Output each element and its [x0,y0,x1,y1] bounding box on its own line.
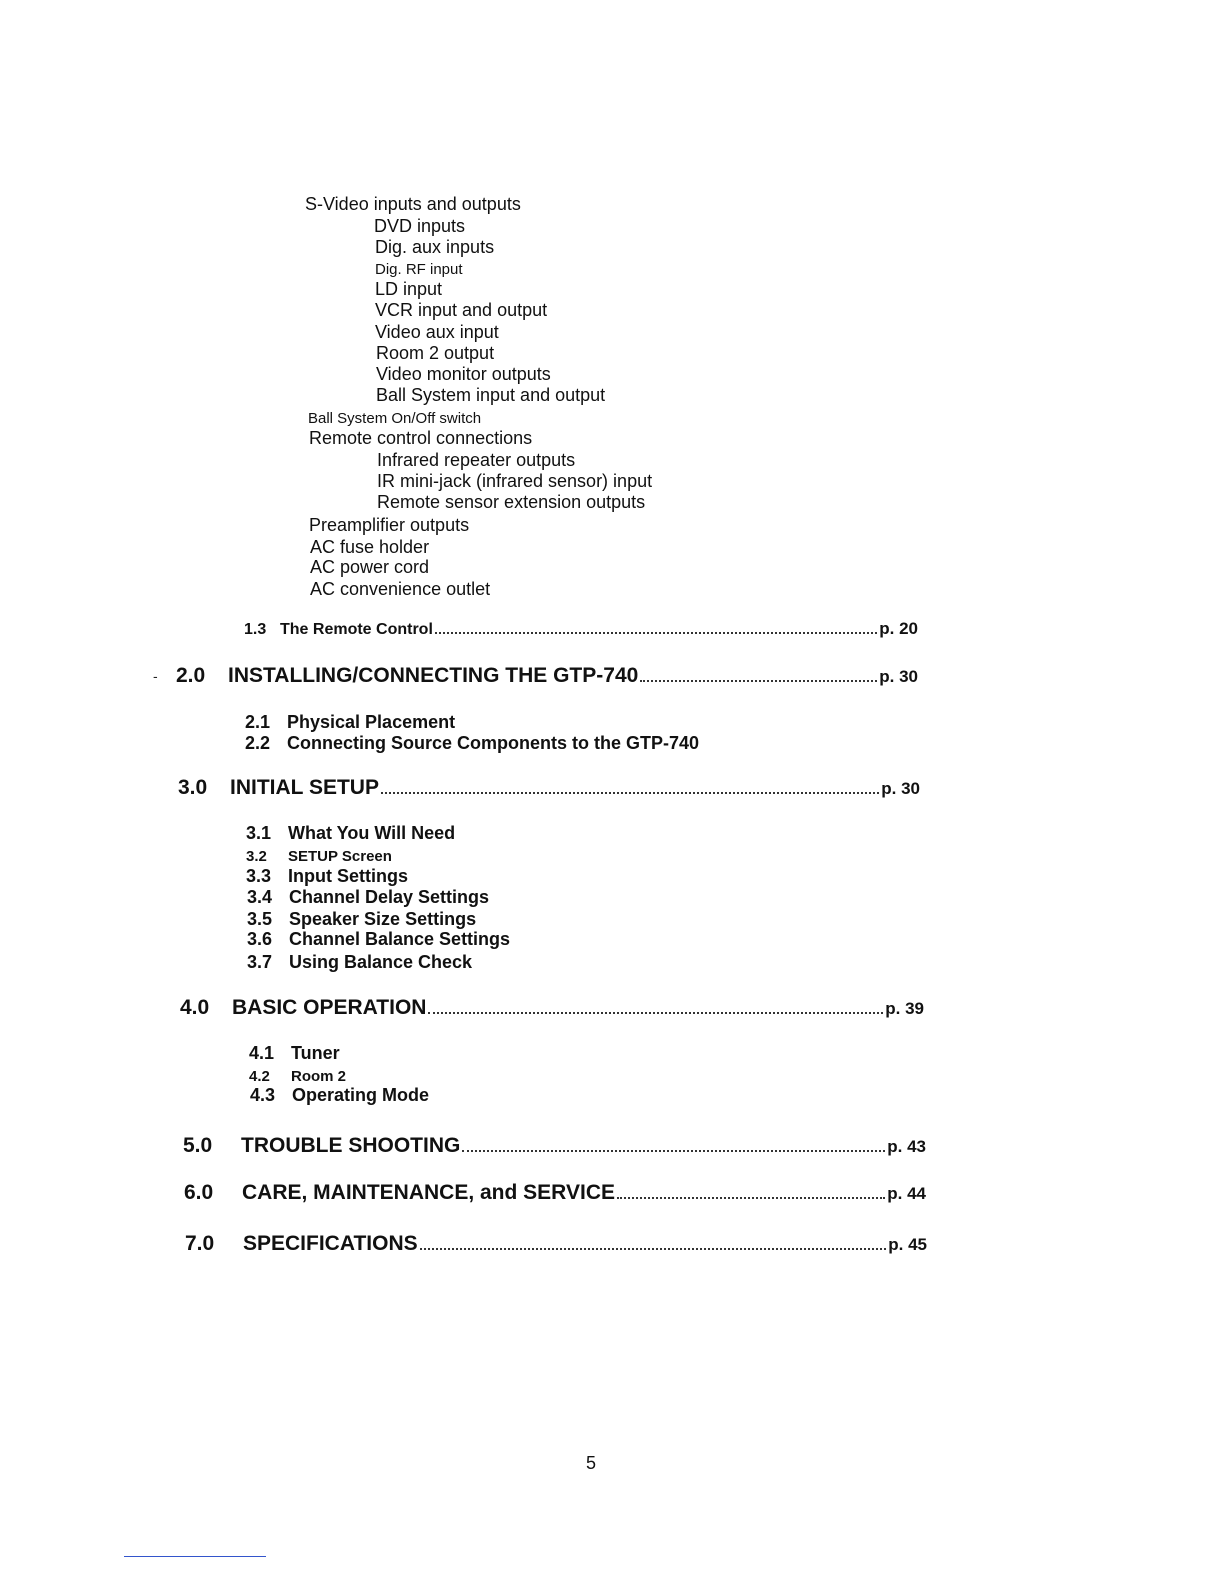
list-item: Infrared repeater outputs [377,450,576,470]
toc-title: INITIAL SETUP [230,776,379,799]
toc-number: 6.0 [184,1181,214,1204]
toc-title: TROUBLE SHOOTING [241,1134,461,1157]
toc-subitem: 3.4 Channel Delay Settings [247,887,490,907]
list-item: Video aux input [375,322,499,342]
toc-title: BASIC OPERATION [232,996,427,1019]
toc-row-4-0 [180,996,924,1020]
toc-number: 1.3 [244,621,267,638]
list-item: LD input [375,279,443,299]
toc-page: p. 39 [885,999,924,1018]
toc-row-1-3 [244,619,918,639]
list-item: IR mini-jack (infrared sensor) input [377,471,653,491]
toc-page: p. 30 [881,779,920,798]
list-item: DVD inputs [374,216,466,236]
toc-title: The Remote Control [280,621,433,638]
toc-title: SPECIFICATIONS [243,1232,418,1255]
list-item: Remote sensor extension outputs [377,492,646,512]
dot-leader [640,680,877,682]
list-item: VCR input and output [375,300,548,320]
list-item: Preamplifier outputs [309,515,470,535]
toc-page: p. 20 [879,619,918,638]
toc-subitem: 2.1 Physical Placement [245,712,456,732]
list-item: AC power cord [310,557,430,577]
toc-number: 3.0 [178,776,208,799]
toc-subitem: 3.6 Channel Balance Settings [247,929,511,949]
list-item: Dig. aux inputs [375,237,495,257]
toc-subitem: 4.2 Room 2 [249,1068,347,1085]
dot-leader [420,1248,887,1250]
toc-row-7-0 [185,1232,927,1256]
dot-leader [435,632,877,634]
toc-subitem: 4.3 Operating Mode [250,1085,430,1105]
dot-leader [381,792,879,794]
toc-subitem: 4.1 Tuner [249,1043,340,1063]
toc-subitem: 3.7 Using Balance Check [247,952,473,972]
toc-subitem: 2.2 Connecting Source Components to the GTP-740 [245,733,700,753]
toc-page: p. 45 [888,1235,927,1254]
toc-subitem: 3.5 Speaker Size Settings [247,909,477,929]
toc-title: CARE, MAINTENANCE, and SERVICE [242,1181,615,1204]
toc-row-3-0 [178,776,920,800]
toc-page: p. 44 [887,1184,926,1203]
toc-page: p. 43 [887,1137,926,1156]
dot-leader [462,1150,885,1152]
page-number: 5 [586,1453,597,1473]
toc-number: 5.0 [183,1134,213,1157]
toc-number: 4.0 [180,996,210,1019]
list-item: AC convenience outlet [310,579,491,599]
footer-rule [124,1556,266,1557]
ball-switch-item: Ball System On/Off switch [308,410,482,427]
stray-mark: - [153,668,158,684]
toc-number: 2.0 [176,664,206,687]
list-item: Ball System input and output [376,385,606,405]
svideo-heading: S-Video inputs and outputs [305,194,521,214]
toc-title: INSTALLING/CONNECTING THE GTP-740 [228,664,639,687]
toc-subitem: 3.1 What You Will Need [246,823,456,843]
toc-number: 7.0 [185,1232,215,1255]
list-item: Video monitor outputs [376,364,551,384]
dot-leader [617,1197,885,1199]
list-item: Dig. RF input [375,261,463,278]
remote-heading: Remote control connections [309,428,533,448]
list-item: AC fuse holder [310,537,430,557]
dot-leader [428,1012,883,1014]
toc-subitem: 3.2 SETUP Screen [246,848,392,865]
toc-row-2-0 [176,664,918,688]
toc-row-5-0 [183,1134,926,1158]
toc-subitem: 3.3 Input Settings [246,866,408,886]
toc-page: p. 30 [879,667,918,686]
list-item: Room 2 output [376,343,495,363]
toc-row-6-0 [184,1181,926,1205]
